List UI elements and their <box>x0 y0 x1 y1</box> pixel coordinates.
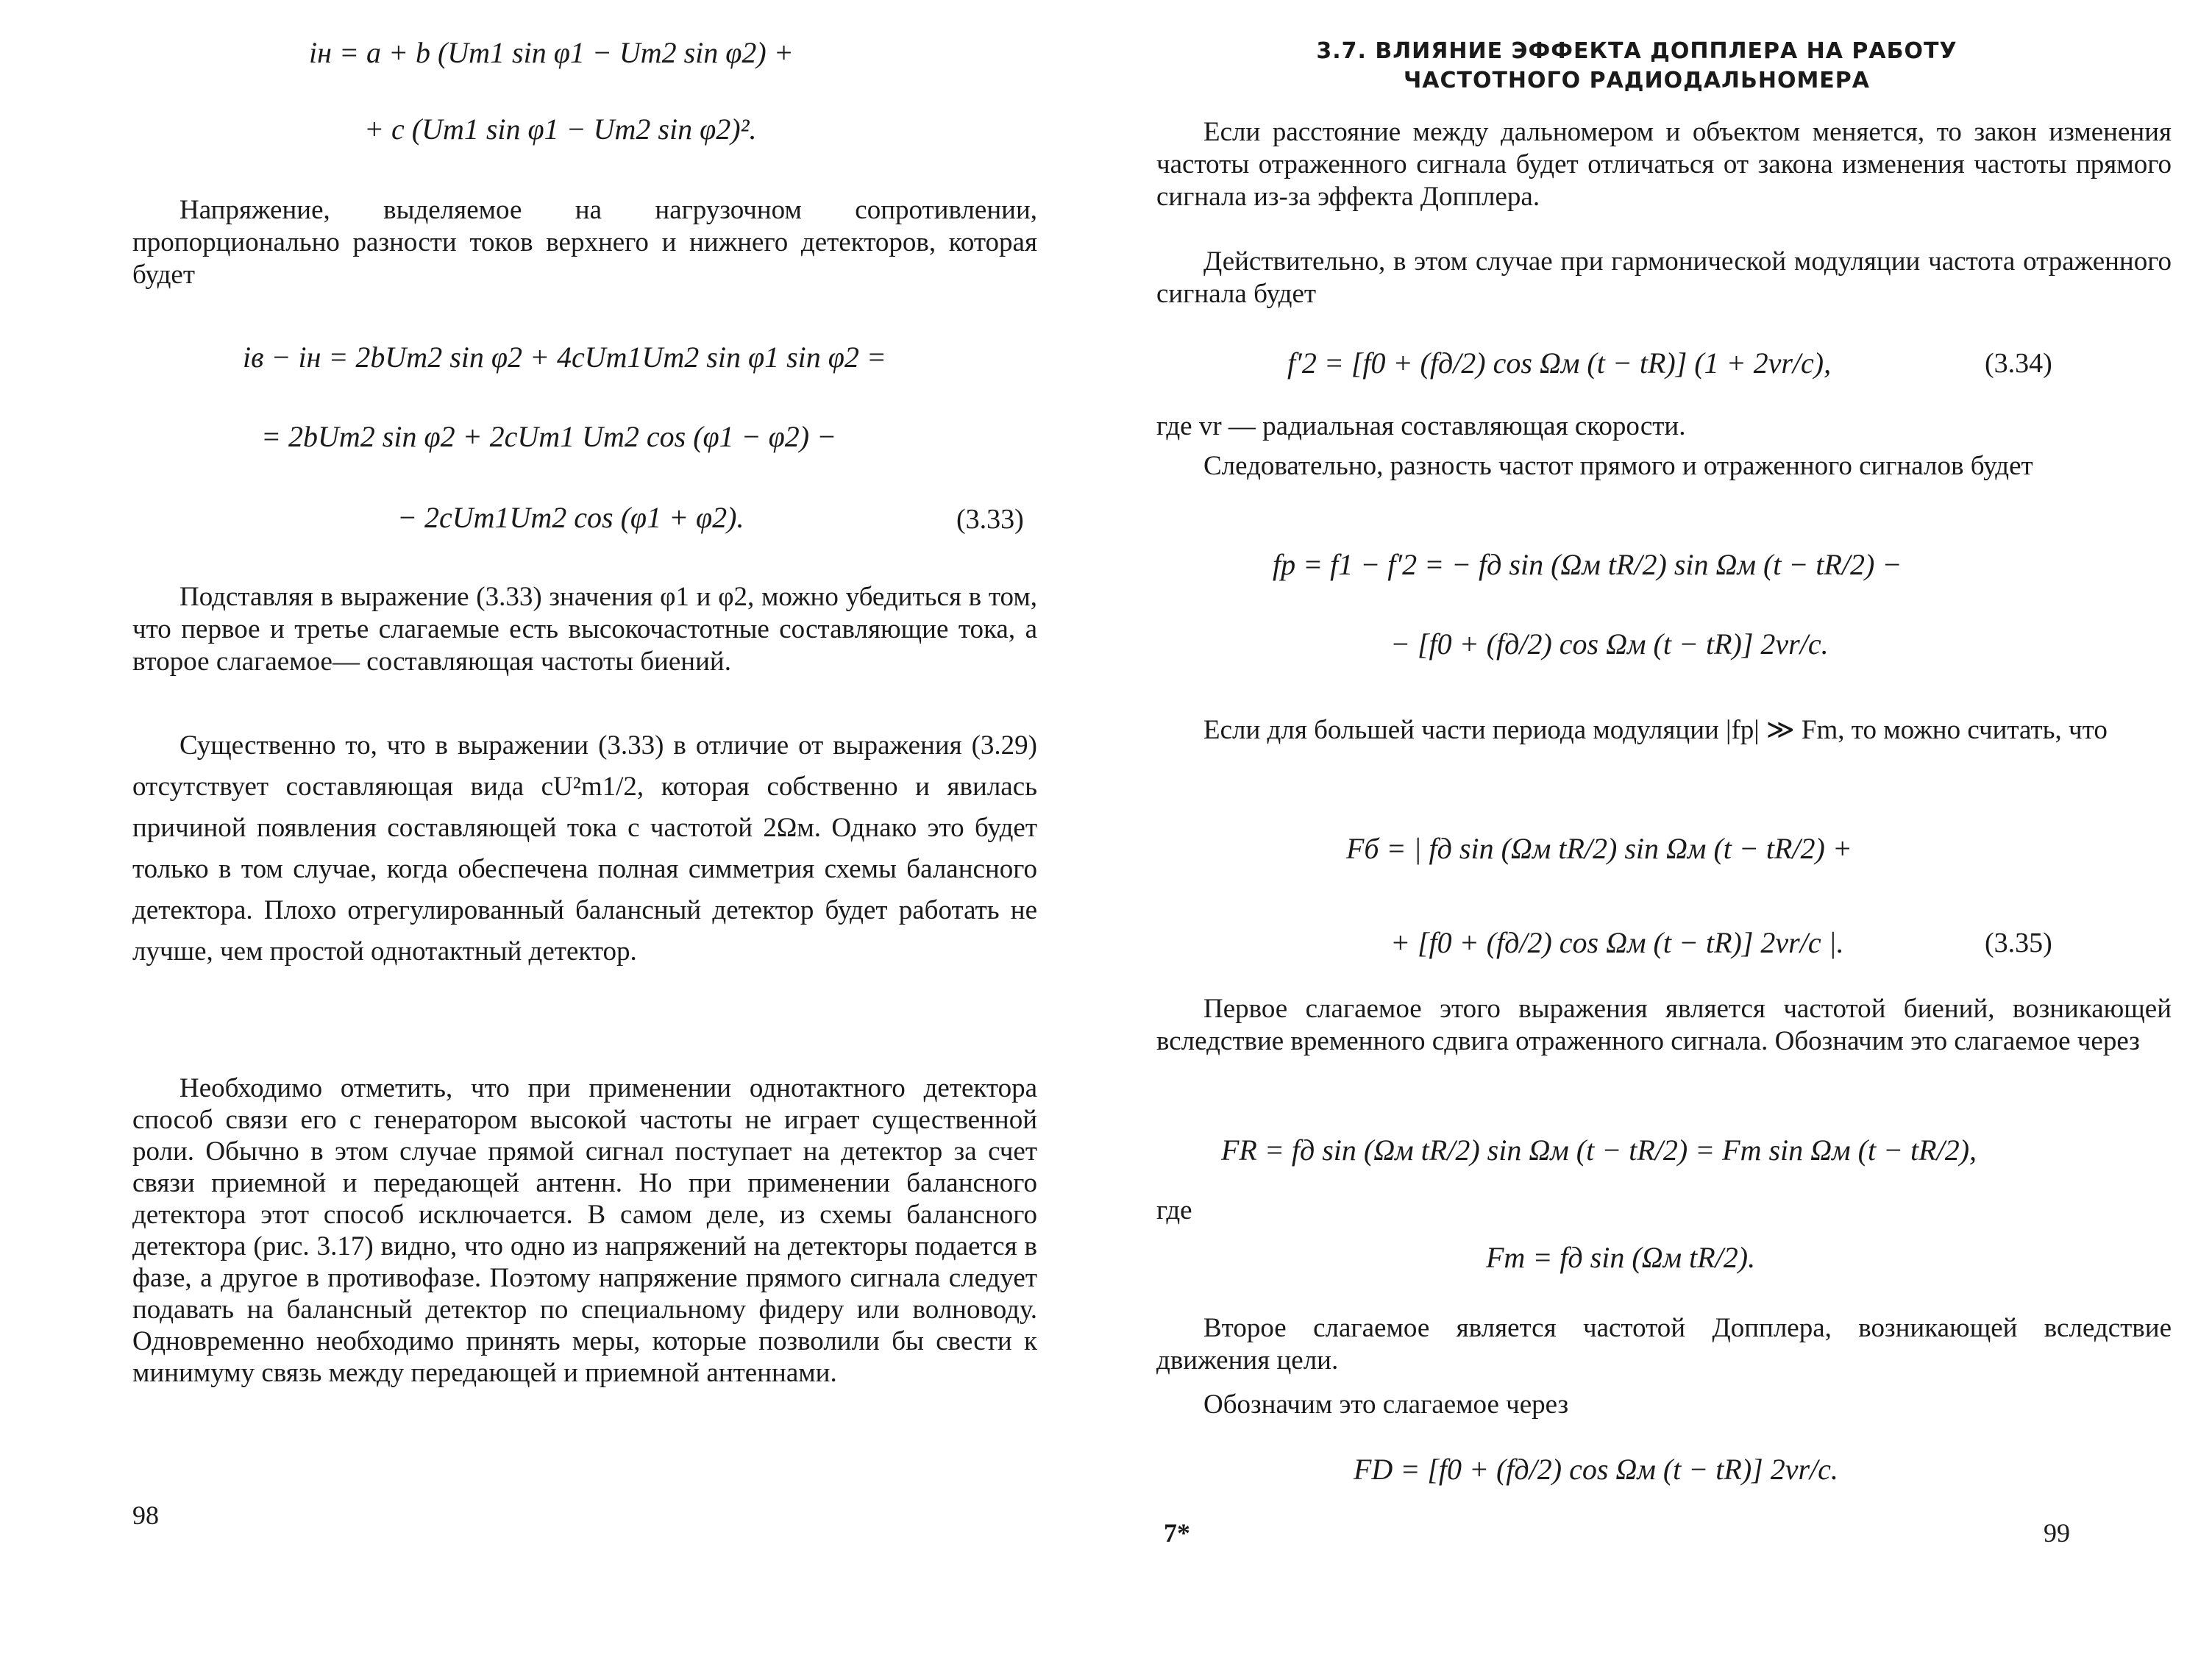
paragraph: Если для большей части периода модуляции |fр| ≫ Fm, то можно считать, что <box>1203 715 2108 745</box>
paragraph: Следовательно, разность частот прямого и отраженного сигналов будет <box>1203 451 2033 481</box>
paragraph: где <box>1156 1195 1192 1225</box>
equation-line: − 2cUm1Um2 cos (φ1 + φ2). <box>397 501 744 534</box>
equation-line: iн = a + b (Um1 sin φ1 − Um2 sin φ2) + <box>309 36 794 69</box>
equation-line: iв − iн = 2bUm2 sin φ2 + 4cUm1Um2 sin φ1 sin φ2 = <box>243 341 886 374</box>
paragraph: Необходимо отметить, что при применении однотактного детектора способ связи его с генератором высокой частоты не играет существенной роли. Обычно в этом случае прямой сигнал поступает на детектор за счет связи приемной и передающей антенн. Но при применении балансного детектора этот способ исключается. В самом деле, из схемы балансного детектора (рис. 3.17) видно, что одно из напряжений на детекторы подается в фазе, а другое в противофазе. Поэтому напряжение прямого сигнала следует подавать на балансный детектор по специальному фидеру или волноводу. Одновременно необходимо принять меры, которые позволили бы свести к минимуму связь между передающей и приемной антеннами. <box>132 1073 1037 1388</box>
paragraph: Первое слагаемое этого выражения является частотой биений, возникающей вследствие временного сдвига отраженного сигнала. Обозначим это слагаемое через <box>1156 994 2172 1056</box>
equation-line: FR = fд sin (Ωм tR/2) sin Ωм (t − tR/2) = Fm sin Ωм (t − tR/2), <box>1221 1133 1977 1167</box>
paragraph: Подставляя в выражение (3.33) значения φ1 и φ2, можно убедиться в том, что первое и третье слагаемые есть высокочастотные составляющие тока, а второе слагаемое— составляющая частоты биений. <box>132 582 1037 677</box>
signature-mark: 7* <box>1164 1518 1190 1548</box>
right-page <box>1074 0 2212 1655</box>
paragraph: где vr — радиальная составляющая скорости. <box>1156 411 1686 441</box>
equation-line: Fб = | fд sin (Ωм tR/2) sin Ωм (t − tR/2) + <box>1346 832 1852 865</box>
equation-line: fр = f1 − f′2 = − fд sin (Ωм tR/2) sin Ωм (t − tR/2) − <box>1273 548 1902 581</box>
equation-number: (3.33) <box>956 504 1024 535</box>
equation-number: (3.34) <box>1985 348 2052 379</box>
paragraph: Существенно то, что в выражении (3.33) в отличие от выражения (3.29) отсутствует составляющая вида cU²m1/2, которая собственно и явилась причиной появления составляющей тока с частотой 2Ωм. Однако это будет только в том случае, когда обеспечена полная симметрия схемы балансного детектора. Плохо отрегулированный балансный детектор будет работать не лучше, чем простой однотактный детектор. <box>132 730 1037 967</box>
equation-line: Fm = fд sin (Ωм tR/2). <box>1486 1241 1756 1274</box>
equation-line: − [f0 + (fд/2) cos Ωм (t − tR)] 2vr/c. <box>1390 627 1829 661</box>
page-number: 99 <box>2044 1518 2070 1548</box>
equation-line: = 2bUm2 sin φ2 + 2cUm1 Um2 cos (φ1 − φ2) − <box>261 420 837 453</box>
paragraph: Обозначим это слагаемое через <box>1203 1389 1569 1420</box>
left-page <box>0 0 1074 1655</box>
equation-line: + [f0 + (fд/2) cos Ωм (t − tR)] 2vr/c |. <box>1390 926 1844 959</box>
section-heading: 3.7. ВЛИЯНИЕ ЭФФЕКТА ДОППЛЕРА НА РАБОТУ <box>1316 38 1957 64</box>
equation-line: + c (Um1 sin φ1 − Um2 sin φ2)². <box>364 113 757 146</box>
paragraph: Если расстояние между дальномером и объектом меняется, то закон изменения частоты отраженного сигнала будет отличаться от закона изменения частоты прямого сигнала из-за эффекта Допплера. <box>1156 117 2172 212</box>
equation-line: f′2 = [f0 + (fд/2) cos Ωм (t − tR)] (1 + 2vr/c), <box>1287 346 1832 380</box>
paragraph: Второе слагаемое является частотой Допплера, возникающей вследствие движения цели. <box>1156 1313 2172 1375</box>
equation-line: FD = [f0 + (fд/2) cos Ωм (t − tR)] 2vr/c. <box>1354 1453 1838 1486</box>
equation-number: (3.35) <box>1985 928 2052 958</box>
paragraph: Напряжение, выделяемое на нагрузочном сопротивлении, пропорционально разности токов верхнего и нижнего детекторов, которая будет <box>132 195 1037 290</box>
paragraph: Действительно, в этом случае при гармонической модуляции частота отраженного сигнала будет <box>1156 246 2172 309</box>
section-heading: ЧАСТОТНОГО РАДИОДАЛЬНОМЕРА <box>1404 68 1870 93</box>
page-number: 98 <box>132 1501 159 1530</box>
